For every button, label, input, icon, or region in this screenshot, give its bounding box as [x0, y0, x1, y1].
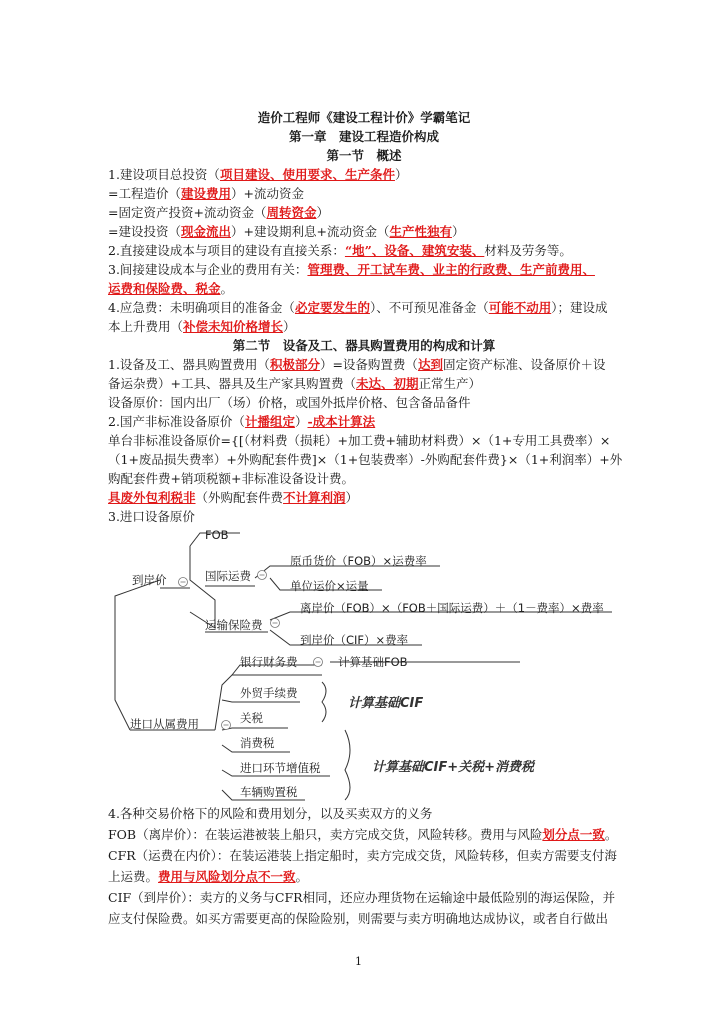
text: =固定资产投资+流动资金（	[108, 205, 267, 220]
s2-line7: 购配套件费+销项税额+非标准设备设计费。	[108, 471, 354, 486]
text: 正常生产）	[418, 376, 482, 391]
mm-note-cif2: 计算基础CIF+关税+消费税	[372, 760, 535, 775]
text: ）+流动资金	[231, 186, 304, 201]
mm-chegou: 车辆购置税	[240, 785, 298, 799]
highlight: 费用与风险划分点不一致	[158, 869, 296, 884]
highlight: 不计算利润	[283, 490, 346, 505]
s3-line3: CFR（运费在内价）：在装运港装上指定船时，卖方完成交货，风险转移，但卖方需要支付海	[108, 848, 617, 863]
highlight: 积极部分	[269, 357, 320, 372]
s3-line4	[108, 867, 620, 886]
mm-baoxian1: 离岸价（FOB）×（FOB＋国际运费）＋（1－费率）×费率	[300, 601, 604, 615]
s2-line3: 设备原价：国内出厂（场）价格，或国外抵岸价格、包含备品备件	[108, 395, 471, 410]
highlight: 必定要发生的	[294, 300, 370, 315]
chapter-heading: 第一章 建设工程造价构成	[288, 129, 439, 144]
text: 。	[604, 827, 618, 842]
highlight: 管理费、开工试车费、业主的行政费、生产前费用、	[307, 262, 595, 277]
s2-line6: （1+废品损失费率）+外购配套件费]×（1+包装费率）-外购配套件费}×（1+利润率）+外	[108, 452, 623, 467]
highlight: 项目建设、使用要求、生产条件	[219, 167, 395, 182]
text: ）=设备购置费（	[319, 357, 418, 372]
text: ）	[294, 414, 308, 429]
highlight: 生产性独有	[389, 224, 452, 239]
section2-heading: 第二节 设备及工、器具购置费用的构成和计算	[232, 338, 496, 353]
text: 材料及劳务等。	[484, 243, 572, 258]
text: 上运费。	[108, 869, 159, 884]
text: =建设投资（	[108, 224, 181, 239]
mm-yinhang: 银行财务费	[240, 655, 298, 669]
s3-line2	[108, 825, 620, 844]
highlight: 未达、初期	[355, 376, 419, 391]
highlight: 达到	[417, 357, 443, 372]
text: 3.间接建设成本与企业的费用有关：	[108, 262, 308, 277]
mm-baoxian: 运输保险费	[205, 618, 263, 632]
highlight: 周转资金	[266, 205, 317, 220]
section1-heading: 第一节 概述	[326, 148, 402, 163]
text: =工程造价（	[108, 186, 181, 201]
highlight: 划分点一致	[542, 827, 605, 842]
text: 2.国产非标准设备原价（	[108, 414, 245, 429]
text: 固定资产标准、设备原价＋设	[442, 357, 606, 372]
text: 。	[295, 869, 309, 884]
text: 4.应急费：未明确项目的准备金（	[108, 300, 295, 315]
highlight: 计播组定	[244, 414, 295, 429]
text: 备运杂费）+工具、器具及生产家具购置费（	[108, 376, 356, 391]
mm-fob: FOB	[205, 528, 229, 542]
page-number: 1	[355, 955, 362, 968]
mm-guoji-yunfei: 国际运费	[205, 569, 251, 583]
mm-baoxian2: 到岸价（CIF）×费率	[300, 633, 409, 647]
mm-guanshui: 关税	[240, 711, 263, 725]
highlight: 可能不动用	[488, 300, 552, 315]
mm-waimao: 外贸手续费	[240, 686, 298, 700]
text: ）	[283, 319, 296, 334]
highlight: 现金流出	[180, 224, 231, 239]
s2-line9: 3.进口设备原价	[108, 509, 195, 524]
mm-note-cif: 计算基础CIF	[348, 696, 424, 711]
mm-xiaofei: 消费税	[240, 736, 275, 750]
s3-line5: CIF（到岸价）：卖方的义务与CFR相同，还应办理货物在运输途中最低险别的海运保险，并	[108, 890, 616, 905]
text: ）	[394, 167, 408, 182]
text: FOB（离岸价）：在装运港被装上船只，卖方完成交货，风险转移。费用与风险	[108, 827, 543, 842]
mm-yunfei1: 原币货价（FOB）×运费率	[290, 554, 427, 568]
doc-title: 造价工程师《建设工程计价》学霸笔记	[257, 110, 471, 125]
highlight: -成本计算法	[307, 414, 376, 429]
text: ）	[451, 224, 465, 239]
text: ）	[316, 205, 329, 220]
text: ）；建设成	[551, 300, 608, 315]
text: ）	[345, 490, 359, 505]
mm-yinhang-note: 计算基础FOB	[338, 655, 408, 669]
s3-line6: 应支付保险费。如买方需要更高的保险险别，则需要与卖方明确地达成协议，或者自行做出	[108, 911, 609, 926]
highlight: 补偿未知价格增长	[183, 319, 284, 334]
s3-line1: 4.各种交易价格下的风险和费用划分，以及买卖双方的义务	[108, 806, 433, 821]
mm-zengzhi: 进口环节增值税	[240, 761, 321, 775]
text: （外购配套件费	[195, 490, 284, 505]
text: 2.直接建设成本与项目的建设有直接关系：	[108, 243, 345, 258]
mm-yunfei2: 单位运价×运量	[290, 579, 369, 593]
text: 1.建设项目总投资（	[108, 167, 220, 182]
highlight: 运费和保险费、税金	[108, 281, 221, 296]
text: 本上升费用（	[108, 319, 184, 334]
text: 1.设备及工、器具购置费用（	[108, 357, 270, 372]
s2-line5: 单台非标准设备原价={[（材料费（损耗）+加工费+辅助材料费）×（1+专用工具费率）×	[108, 433, 611, 448]
highlight: 具废外包利税非	[108, 490, 196, 505]
mm-congshu: 进口从属费用	[130, 717, 199, 731]
text: ）+建设期利息+流动资金（	[231, 224, 390, 239]
mm-daoanjia: 到岸价	[132, 573, 167, 587]
text: 。	[220, 281, 234, 296]
highlight: “地”、设备、建筑安装、	[344, 243, 485, 258]
highlight: 建设费用	[180, 186, 231, 201]
text: ）、不可预见准备金（	[369, 300, 489, 315]
